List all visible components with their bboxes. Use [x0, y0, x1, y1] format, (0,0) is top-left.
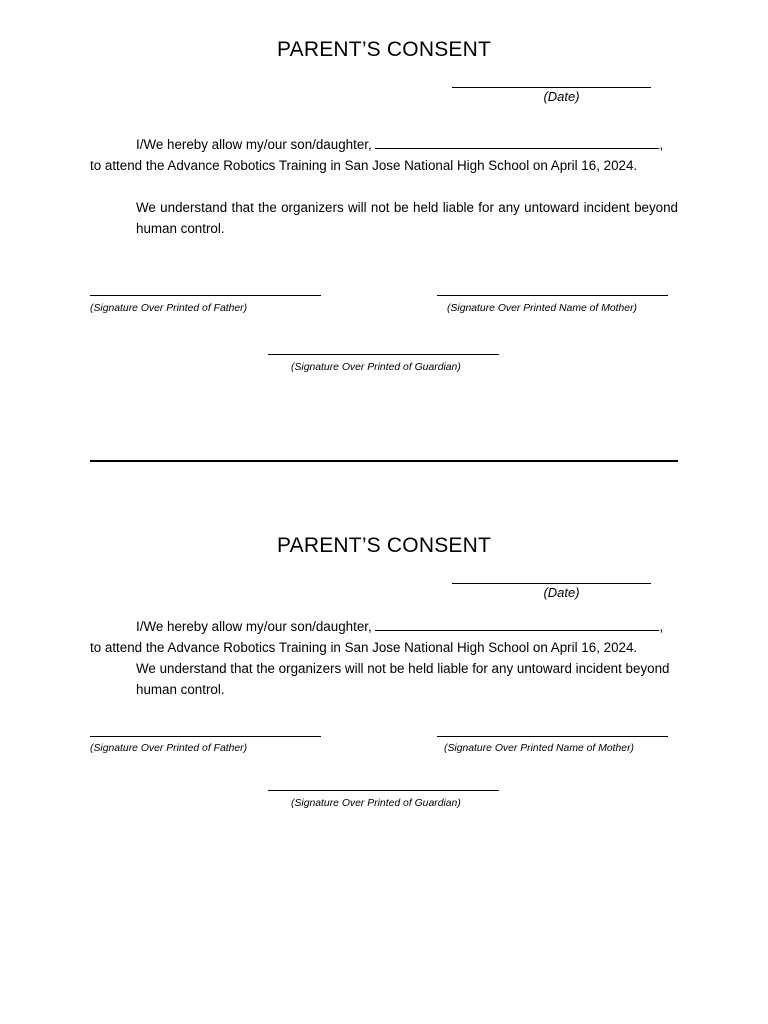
student-name-blank[interactable] [375, 618, 659, 631]
allow-prefix: I/We hereby allow my/our son/daughter, [136, 619, 372, 634]
mother-signature-label: (Signature Over Printed Name of Mother) [447, 303, 637, 314]
attend-text: to attend the Advance Robotics Training in San Jose National High School on April 16, 2024. [90, 640, 638, 655]
guardian-signature-label: (Signature Over Printed of Guardian) [291, 798, 461, 809]
student-name-blank[interactable] [375, 136, 659, 149]
cut-divider [90, 460, 678, 462]
date-signature-line[interactable] [452, 87, 651, 88]
date-label: (Date) [543, 89, 580, 104]
allow-suffix: , [659, 137, 664, 152]
mother-signature-line[interactable] [437, 736, 668, 737]
date-signature-line[interactable] [452, 583, 651, 584]
father-signature-line[interactable] [90, 736, 321, 737]
allow-line [90, 616, 678, 637]
allow-prefix: I/We hereby allow my/our son/daughter, [136, 137, 372, 152]
attend-text: to attend the Advance Robotics Training in San Jose National High School on April 16, 2024. [90, 158, 638, 173]
guardian-signature-line[interactable] [268, 790, 499, 791]
guardian-signature-line[interactable] [268, 354, 499, 355]
father-signature-label: (Signature Over Printed of Father) [90, 303, 248, 314]
form-title: PARENT’S CONSENT [277, 534, 491, 557]
date-label: (Date) [543, 585, 580, 600]
liability-text: We understand that the organizers will not be held liable for any untoward incident beyond human control. [136, 661, 670, 697]
guardian-signature-label: (Signature Over Printed of Guardian) [291, 362, 461, 373]
allow-suffix: , [659, 619, 664, 634]
mother-signature-line[interactable] [437, 295, 668, 296]
allow-paragraph [90, 134, 678, 176]
allow-paragraph [90, 616, 678, 658]
liability-text: We understand that the organizers will not be held liable for any untoward incident beyond human control. [136, 200, 678, 236]
father-signature-line[interactable] [90, 295, 321, 296]
form-title: PARENT’S CONSENT [277, 38, 491, 61]
allow-line [90, 134, 678, 155]
father-signature-label: (Signature Over Printed of Father) [90, 743, 248, 754]
mother-signature-label: (Signature Over Printed Name of Mother) [444, 743, 634, 754]
